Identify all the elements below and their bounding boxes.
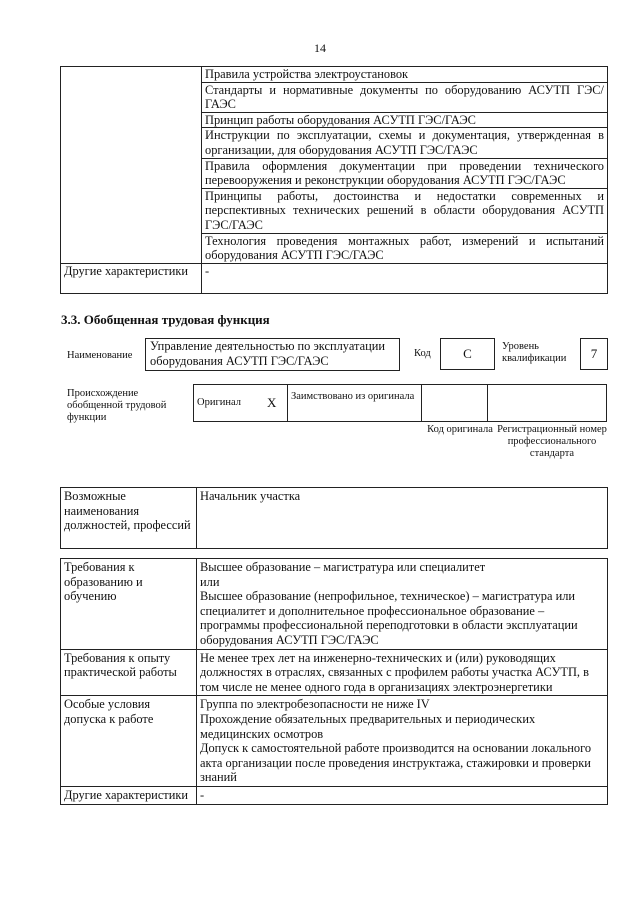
experience-label: Требования к опыту практической работы xyxy=(61,649,197,696)
original-label: Оригинал xyxy=(194,385,257,422)
education-line: Высшее образование (непрофильное, техническое) – магистратура или специалитет и дополнительное профессиональное образование – программы профессиональной переподготовки в области эксплуатации оборудования АСУТП ГЭС/ГАЭС xyxy=(200,589,578,647)
code-original-cell xyxy=(422,385,488,422)
table-row xyxy=(61,67,608,83)
education-line: Высшее образование – магистратура или специалитет xyxy=(200,560,486,574)
knowledge-item: Правила оформления документации при проведении технического перевооружения и реконструкции оборудования АСУТП ГЭС/ГАЭС xyxy=(202,158,608,188)
other-characteristics-label: Другие характеристики xyxy=(61,263,202,293)
section-title: 3.3. Обобщенная трудовая функция xyxy=(61,312,270,327)
page-number: 14 xyxy=(314,41,326,55)
table-row xyxy=(61,488,608,549)
knowledge-item: Технология проведения монтажных работ, измерений и испытаний оборудования АСУТП ГЭС/ГАЭС xyxy=(202,233,608,263)
knowledge-item: Правила устройства электроустановок xyxy=(202,67,608,83)
knowledge-item: Принцип работы оборудования АСУТП ГЭС/ГАЭС xyxy=(202,112,608,128)
admission-line: Группа по электробезопасности не ниже IV xyxy=(200,697,430,712)
other-characteristics-value: - xyxy=(197,786,608,804)
admission-label: Особые условия допуска к работе xyxy=(61,696,197,787)
original-mark: X xyxy=(257,385,288,422)
education-label: Требования к образованию и обучению xyxy=(61,559,197,650)
table-row xyxy=(61,649,608,696)
table-row xyxy=(61,786,608,804)
admission-line: Прохождение обязательных предварительных и периодических медицинских осмотров xyxy=(200,711,536,741)
positions-label: Возможные наименования должностей, профессий xyxy=(61,488,197,549)
function-name-box: Управление деятельностью по эксплуатации оборудования АСУТП ГЭС/ГАЭС xyxy=(145,338,400,371)
other-characteristics-value: - xyxy=(202,263,608,293)
reg-number-caption: Регистрационный номер профессионального стандарта xyxy=(497,424,607,459)
name-label: Наименование xyxy=(67,350,133,361)
code-value-box: C xyxy=(440,338,495,370)
table-row xyxy=(61,559,608,650)
knowledge-item: Стандарты и нормативные документы по оборудованию АСУТП ГЭС/ГАЭС xyxy=(202,82,608,112)
level-label: Уровень квалификации xyxy=(502,341,567,364)
code-original-caption: Код оригинала xyxy=(427,424,493,435)
table-row xyxy=(194,385,607,422)
positions-table xyxy=(60,487,608,549)
requirements-table xyxy=(60,558,608,805)
education-line: или xyxy=(200,574,220,589)
borrowed-label: Заимствовано из оригинала xyxy=(288,385,422,422)
knowledge-item: Инструкции по эксплуатации, схемы и документация, утвержденная в организации, для оборудования АСУТП ГЭС/ГАЭС xyxy=(202,128,608,158)
origin-label: Происхождение обобщенной трудовой функции xyxy=(67,388,167,423)
origin-table xyxy=(193,384,607,422)
experience-value: Не менее трех лет на инженерно-технических и (или) руководящих должностях в отраслях, связанных с профилем работы участка АСУТП, в том числе не менее одного года в организациях электроэнергетики xyxy=(197,649,608,696)
empty-label-cell xyxy=(61,67,202,264)
knowledge-item: Принципы работы, достоинства и недостатки современных и перспективных технических решений в области оборудования АСУТП ГЭС/ГАЭС xyxy=(202,188,608,233)
table-row xyxy=(61,696,608,787)
level-value-box: 7 xyxy=(580,338,608,370)
positions-value: Начальник участка xyxy=(197,488,608,549)
other-characteristics-label: Другие характеристики xyxy=(61,786,197,804)
table-row xyxy=(61,263,608,293)
code-label: Код xyxy=(414,348,431,359)
admission-line: Допуск к самостоятельной работе производится на основании локального акта организации после проведения инструктажа, стажировки и проверки знаний xyxy=(200,741,592,785)
knowledge-table xyxy=(60,66,608,294)
reg-number-cell xyxy=(488,385,607,422)
